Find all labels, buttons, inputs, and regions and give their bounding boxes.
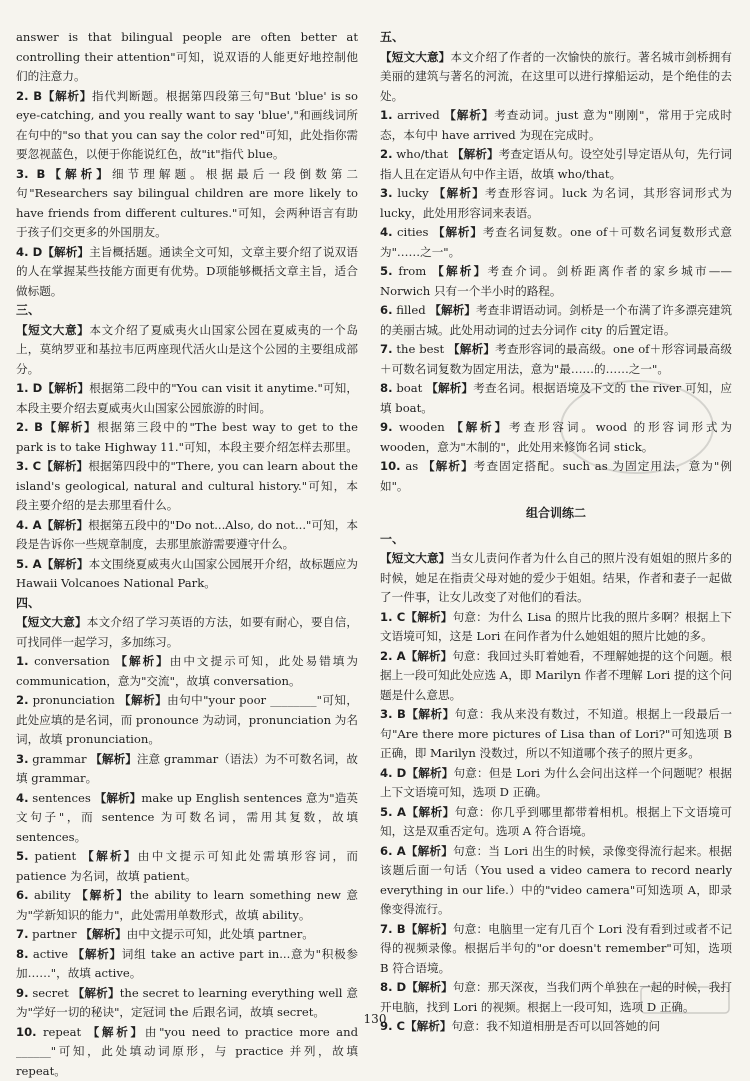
item-text: 考查非谓语动词。剑桥是一个布满了许多漂亮建筑的美丽古城。此处用动词的过去分词作 city 的后置定语。 (380, 303, 732, 337)
subtitle: 组合训练二 (380, 504, 732, 524)
item-answer: who/that (392, 147, 452, 161)
analysis-tag: 【解析】 (432, 264, 487, 278)
answer-item (380, 764, 732, 803)
answer-item (380, 223, 732, 262)
answer-item (16, 925, 358, 945)
analysis-tag: 【解析】 (90, 752, 137, 766)
item-number: 8. (16, 947, 28, 961)
item-text: 指代判断题。根据第四段第三句"But 'blue' is so eye-catching, and you really want to say 'blue',"和画线词所在句中的"so that you can say the color red"可知，此处指你需要忽视蓝色，以便于你能说红色，故"it"指代 blue。 (16, 89, 358, 162)
analysis-tag: 【解析】 (82, 849, 138, 863)
answer-item (380, 647, 732, 706)
analysis-tag: 【解析】 (42, 518, 89, 532)
analysis-tag: 【解析】 (76, 888, 130, 902)
answer-item (380, 301, 732, 340)
item-number: 3. (380, 186, 392, 200)
item-number: 7. (380, 342, 392, 356)
item-text: 词组 take an active part in...意为"积极参加……"，故填 active。 (16, 947, 358, 981)
item-number: 1. (380, 108, 392, 122)
answer-item (380, 106, 732, 145)
item-text: 考查固定搭配。such as 为固定用法，意为"例如"。 (380, 459, 732, 493)
answer-item (380, 920, 732, 979)
item-number: 4. D (380, 766, 406, 780)
analysis-tag: 【解析】 (42, 557, 89, 571)
item-number: 2. A (380, 649, 406, 663)
analysis-tag: 【解析】 (73, 986, 120, 1000)
item-text: 句意：我不知道相册是否可以回答她的问 (451, 1019, 660, 1033)
item-answer: active (28, 947, 72, 961)
analysis-tag: 【解析】 (434, 186, 485, 200)
paragraph: answer is that bilingual people are often better at controlling their attention"可知，说双语的人能更好地控制他们的注意力。 (16, 28, 358, 87)
item-number: 5. (16, 849, 28, 863)
summary-text: 本文介绍了学习英语的方法，如要有耐心，要自信，可找同伴一起学习，多加练习。 (16, 615, 358, 649)
item-answer: filled (392, 303, 429, 317)
section-heading: 五、 (380, 28, 732, 48)
summary-paragraph (16, 613, 358, 652)
item-text: make up English sentences 意为"造英文句子"，而 sentence 为可数名词，需用其复数，故填 sentences。 (16, 791, 358, 844)
item-number: 10. (380, 459, 401, 473)
summary-paragraph (16, 321, 358, 380)
item-text: the ability to learn something new 意为"学新知识的能力"，此处需用单数形式，故填 ability。 (16, 888, 358, 922)
item-number: 5. A (380, 805, 406, 819)
answer-item (16, 379, 358, 418)
item-text: 根据第三段中的"The best way to get to the park is to take Highway 11."可知，本段主要介绍怎样去那里。 (16, 420, 358, 454)
item-text: 句意：我回过头盯着她看，不理解她提的这个问题。根据上一段可知此处应选 A，即 Marilyn 作者不理解 Lori 提的这个问题是什么意思。 (380, 649, 732, 702)
analysis-tag: 【解析】 (423, 459, 474, 473)
summary-text: 当女儿责问作者为什么自己的照片没有姐姐的照片多的时候，她足在指责父母对她的爱少于姐姐。结果，作者和妻子一起做了一件事，让女儿改变了对他们的看法。 (380, 551, 732, 604)
analysis-tag: 【解析】 (42, 89, 92, 103)
item-answer: from (392, 264, 432, 278)
section-heading: 三、 (16, 301, 358, 321)
item-text: 根据第四段中的"There, you can learn about the island's geological, natural and cultural history."可知，本段主要介绍的是去那里看什么。 (16, 459, 358, 512)
item-number: 10. (16, 1025, 37, 1039)
summary-tag: 【短文大意】 (380, 551, 450, 565)
item-number: 6. (16, 888, 28, 902)
item-answer: patient (28, 849, 82, 863)
answer-item (16, 87, 358, 165)
analysis-tag: 【解析】 (448, 342, 495, 356)
answer-item (380, 184, 732, 223)
item-text: 考查动词。just 意为"刚刚"，常用于完成时态，本句中 have arrived 为现在完成时。 (380, 108, 732, 142)
analysis-tag: 【解析】 (115, 654, 169, 668)
item-text: 考查形容词的最高级。one of＋形容词最高级＋可数名词复数为固定用法，意为"最……的……之一"。 (380, 342, 732, 376)
item-number: 2. (380, 147, 392, 161)
item-number: 7. B (380, 922, 406, 936)
answer-item (16, 789, 358, 848)
item-text: 由中文提示可知此处需填形容词，而 patience 为名词，故填 patient。 (16, 849, 358, 883)
answer-item (16, 750, 358, 789)
item-answer: pronunciation (28, 693, 119, 707)
answer-item (16, 1023, 358, 1081)
item-text: 考查名词。根据语境及下文的 the river 可知，应填 boat。 (380, 381, 732, 415)
item-text: 本文围绕夏威夷火山国家公园展开介绍，故标题应为 Hawaii Volcanoes National Park。 (16, 557, 358, 591)
item-text: 考查介词。剑桥距离作者的家乡城市——Norwich 只有一个半小时的路程。 (380, 264, 732, 298)
item-answer: conversation (28, 654, 115, 668)
analysis-tag: 【解析】 (406, 766, 453, 780)
analysis-tag: 【解析】 (119, 693, 167, 707)
item-number: 5. A (16, 557, 42, 571)
item-number: 3. B (16, 167, 45, 181)
item-number: 2. (16, 693, 28, 707)
analysis-tag: 【解析】 (444, 108, 494, 122)
analysis-tag: 【解析】 (433, 225, 483, 239)
analysis-tag: 【解析】 (95, 791, 142, 805)
answer-item (16, 243, 358, 302)
item-text: 考查名词复数。one of＋可数名词复数形式意为"……之一"。 (380, 225, 732, 259)
item-answer: lucky (392, 186, 433, 200)
summary-text: 本文介绍了作者的一次愉快的旅行。著名城市剑桥拥有美丽的建筑与著名的河流，在这里可以进行撑船运动，是个绝佳的去处。 (380, 50, 732, 103)
item-text: 考查形容词。wood 的形容词形式为 wooden，意为"木制的"，此处用来修饰名词 stick。 (380, 420, 732, 454)
answer-item (380, 340, 732, 379)
item-answer: boat (392, 381, 426, 395)
analysis-tag: 【解析】 (451, 420, 509, 434)
answer-item (380, 842, 732, 920)
analysis-tag: 【解析】 (80, 927, 126, 941)
answer-item (16, 418, 358, 457)
left-column (16, 28, 358, 1081)
item-number: 2. B (16, 420, 43, 434)
answer-item (380, 145, 732, 184)
analysis-tag: 【解析】 (405, 1019, 451, 1033)
item-text: 考查形容词。luck 为名词，其形容词形式为 lucky，此处用形容词来表语。 (380, 186, 732, 220)
item-text: 由"you need to practice more and ______"可知，此处填动词原形，与 practice 并列，故填 repeat。 (16, 1025, 358, 1078)
analysis-tag: 【解析】 (426, 381, 473, 395)
analysis-tag: 【解析】 (45, 167, 112, 181)
item-answer: cities (392, 225, 433, 239)
item-text: the secret to learning everything well 意为"学好一切的秘诀"，定冠词 the 后跟名词，故填 secret。 (16, 986, 358, 1020)
item-number: 3. B (380, 707, 406, 721)
item-answer: grammar (28, 752, 90, 766)
summary-text: 本文介绍了夏威夷火山国家公园在夏威夷的一个岛上，莫纳罗亚和基拉韦厄两座现代活火山是这个公园的主要组成部分。 (16, 323, 358, 376)
answer-item (16, 516, 358, 555)
item-answer: repeat (37, 1025, 88, 1039)
watermark-logo (640, 986, 730, 1014)
item-number: 2. B (16, 89, 42, 103)
item-text: 句意：你几乎到哪里都带着相机。根据上下文语境可知，这是双重否定句。选项 A 符合语境。 (380, 805, 732, 839)
item-number: 9. (380, 420, 392, 434)
item-text: 由中文提示可知，此处填 partner。 (127, 927, 314, 941)
summary-tag: 【短文大意】 (380, 50, 450, 64)
answer-item (16, 457, 358, 516)
school-stamp (560, 380, 714, 474)
item-text: 考查定语从句。设空处引导定语从句，先行词指人且在定语从句中作主语，故填 who/that。 (380, 147, 732, 181)
answer-item (16, 165, 358, 243)
item-number: 6. (380, 303, 392, 317)
analysis-tag: 【解析】 (406, 980, 453, 994)
answer-item (16, 847, 358, 886)
item-number: 4. (16, 791, 28, 805)
item-number: 8. D (380, 980, 406, 994)
answer-item (16, 652, 358, 691)
page-number: 130 (0, 1012, 750, 1026)
analysis-tag: 【解析】 (406, 649, 453, 663)
item-answer: ability (28, 888, 76, 902)
analysis-tag: 【解析】 (452, 147, 499, 161)
item-text: 注意 grammar（语法）为不可数名词，故填 grammar。 (16, 752, 358, 786)
analysis-tag: 【解析】 (42, 245, 89, 259)
summary-tag: 【短文大意】 (16, 615, 87, 629)
item-number: 7. (16, 927, 28, 941)
item-text: 根据第二段中的"You can visit it anytime."可知，本段主要介绍去夏威夷火山国家公园旅游的时间。 (16, 381, 358, 415)
item-text: 句意：我从来没有数过，不知道。根据上一段最后一句"Are there more pictures of Lisa than of Lori?"可知选项 B 正确，即 Marilyn 没数过，所以不知道哪个孩子的照片更多。 (380, 707, 732, 760)
analysis-tag: 【解析】 (406, 707, 455, 721)
item-number: 4. D (16, 245, 42, 259)
analysis-tag: 【解析】 (88, 1025, 145, 1039)
item-number: 6. A (380, 844, 406, 858)
item-number: 1. D (16, 381, 42, 395)
analysis-tag: 【解析】 (429, 303, 476, 317)
answer-item (16, 886, 358, 925)
item-text: 根据第五段中的"Do not...Also, do not..."可知，本段是告诉你一些规章制度，去那里旅游需要遵守什么。 (16, 518, 358, 552)
summary-tag: 【短文大意】 (16, 323, 89, 337)
item-number: 9. (16, 986, 28, 1000)
analysis-tag: 【解析】 (405, 610, 452, 624)
answer-item (16, 945, 358, 984)
section-heading: 四、 (16, 594, 358, 614)
item-answer: wooden (392, 420, 451, 434)
analysis-tag: 【解析】 (43, 420, 97, 434)
item-number: 8. (380, 381, 392, 395)
item-number: 4. (380, 225, 392, 239)
item-number: 5. (380, 264, 392, 278)
item-text: 主旨概括题。通读全文可知，文章主要介绍了说双语的人在掌握某些技能方面更有优势。D项能够概括文章主旨，适合做标题。 (16, 245, 358, 298)
item-text: 句意：那天深夜，当我们两个单独在一起的时候，我打开电脑，找到 Lori 的视频。根据上一段可知，选项 D 正确。 (380, 980, 732, 1014)
item-answer: the best (392, 342, 448, 356)
answer-item (380, 608, 732, 647)
analysis-tag: 【解析】 (406, 922, 453, 936)
item-answer: secret (28, 986, 72, 1000)
item-text: 句意：电脑里一定有几百个 Lori 没有看到过或者不记得的视频录像。根据后半句的"or doesn't remember"可知，选项 B 符合语境。 (380, 922, 732, 975)
item-number: 1. C (380, 610, 405, 624)
item-number: 3. (16, 752, 28, 766)
item-text: 句意：但是 Lori 为什么会问出这样一个问题呢？根据上下文语境可知，选项 D 正确。 (380, 766, 732, 800)
item-answer: sentences (28, 791, 94, 805)
item-answer: as (401, 459, 423, 473)
item-text: 句意：当 Lori 出生的时候，录像变得流行起来。根据该题后面一句话（You used a video camera to record nearly everything in our life.）中的"video camera"可知选项 A，即录像变得流行。 (380, 844, 732, 917)
item-text: 细节理解题。根据最后一段倒数第二句"Researchers say bilingual children are more likely to have friends from different cultures."可知，会两种语言有助于孩子们交更多的外国朋友。 (16, 167, 358, 240)
answer-item (16, 555, 358, 594)
analysis-tag: 【解析】 (41, 459, 88, 473)
item-answer: partner (28, 927, 80, 941)
item-text: 由中文提示可知，此处易错填为 communication，意为"交流"，故填 conversation。 (16, 654, 358, 688)
answer-item (380, 705, 732, 764)
item-text: 句意：为什么 Lisa 的照片比我的照片多啊？根据上下文语境可知，这是 Lori 在问作者为什么她姐姐的照片比她的多。 (380, 610, 732, 644)
item-number: 3. C (16, 459, 41, 473)
item-text: 由句中"your poor ________"可知，此处应填的是名词，而 pronounce 为动词，pronunciation 为名词，故填 pronunciation。 (16, 693, 358, 746)
item-answer: arrived (392, 108, 444, 122)
section-heading: 一、 (380, 530, 732, 550)
summary-paragraph (380, 48, 732, 107)
analysis-tag: 【解析】 (73, 947, 122, 961)
analysis-tag: 【解析】 (406, 805, 455, 819)
item-number: 9. C (380, 1019, 405, 1033)
answer-item (380, 262, 732, 301)
answer-item (380, 803, 732, 842)
summary-paragraph (380, 549, 732, 608)
answer-item (16, 691, 358, 750)
analysis-tag: 【解析】 (406, 844, 453, 858)
item-number: 4. A (16, 518, 42, 532)
analysis-tag: 【解析】 (42, 381, 89, 395)
item-number: 1. (16, 654, 28, 668)
right-column (380, 28, 732, 1037)
